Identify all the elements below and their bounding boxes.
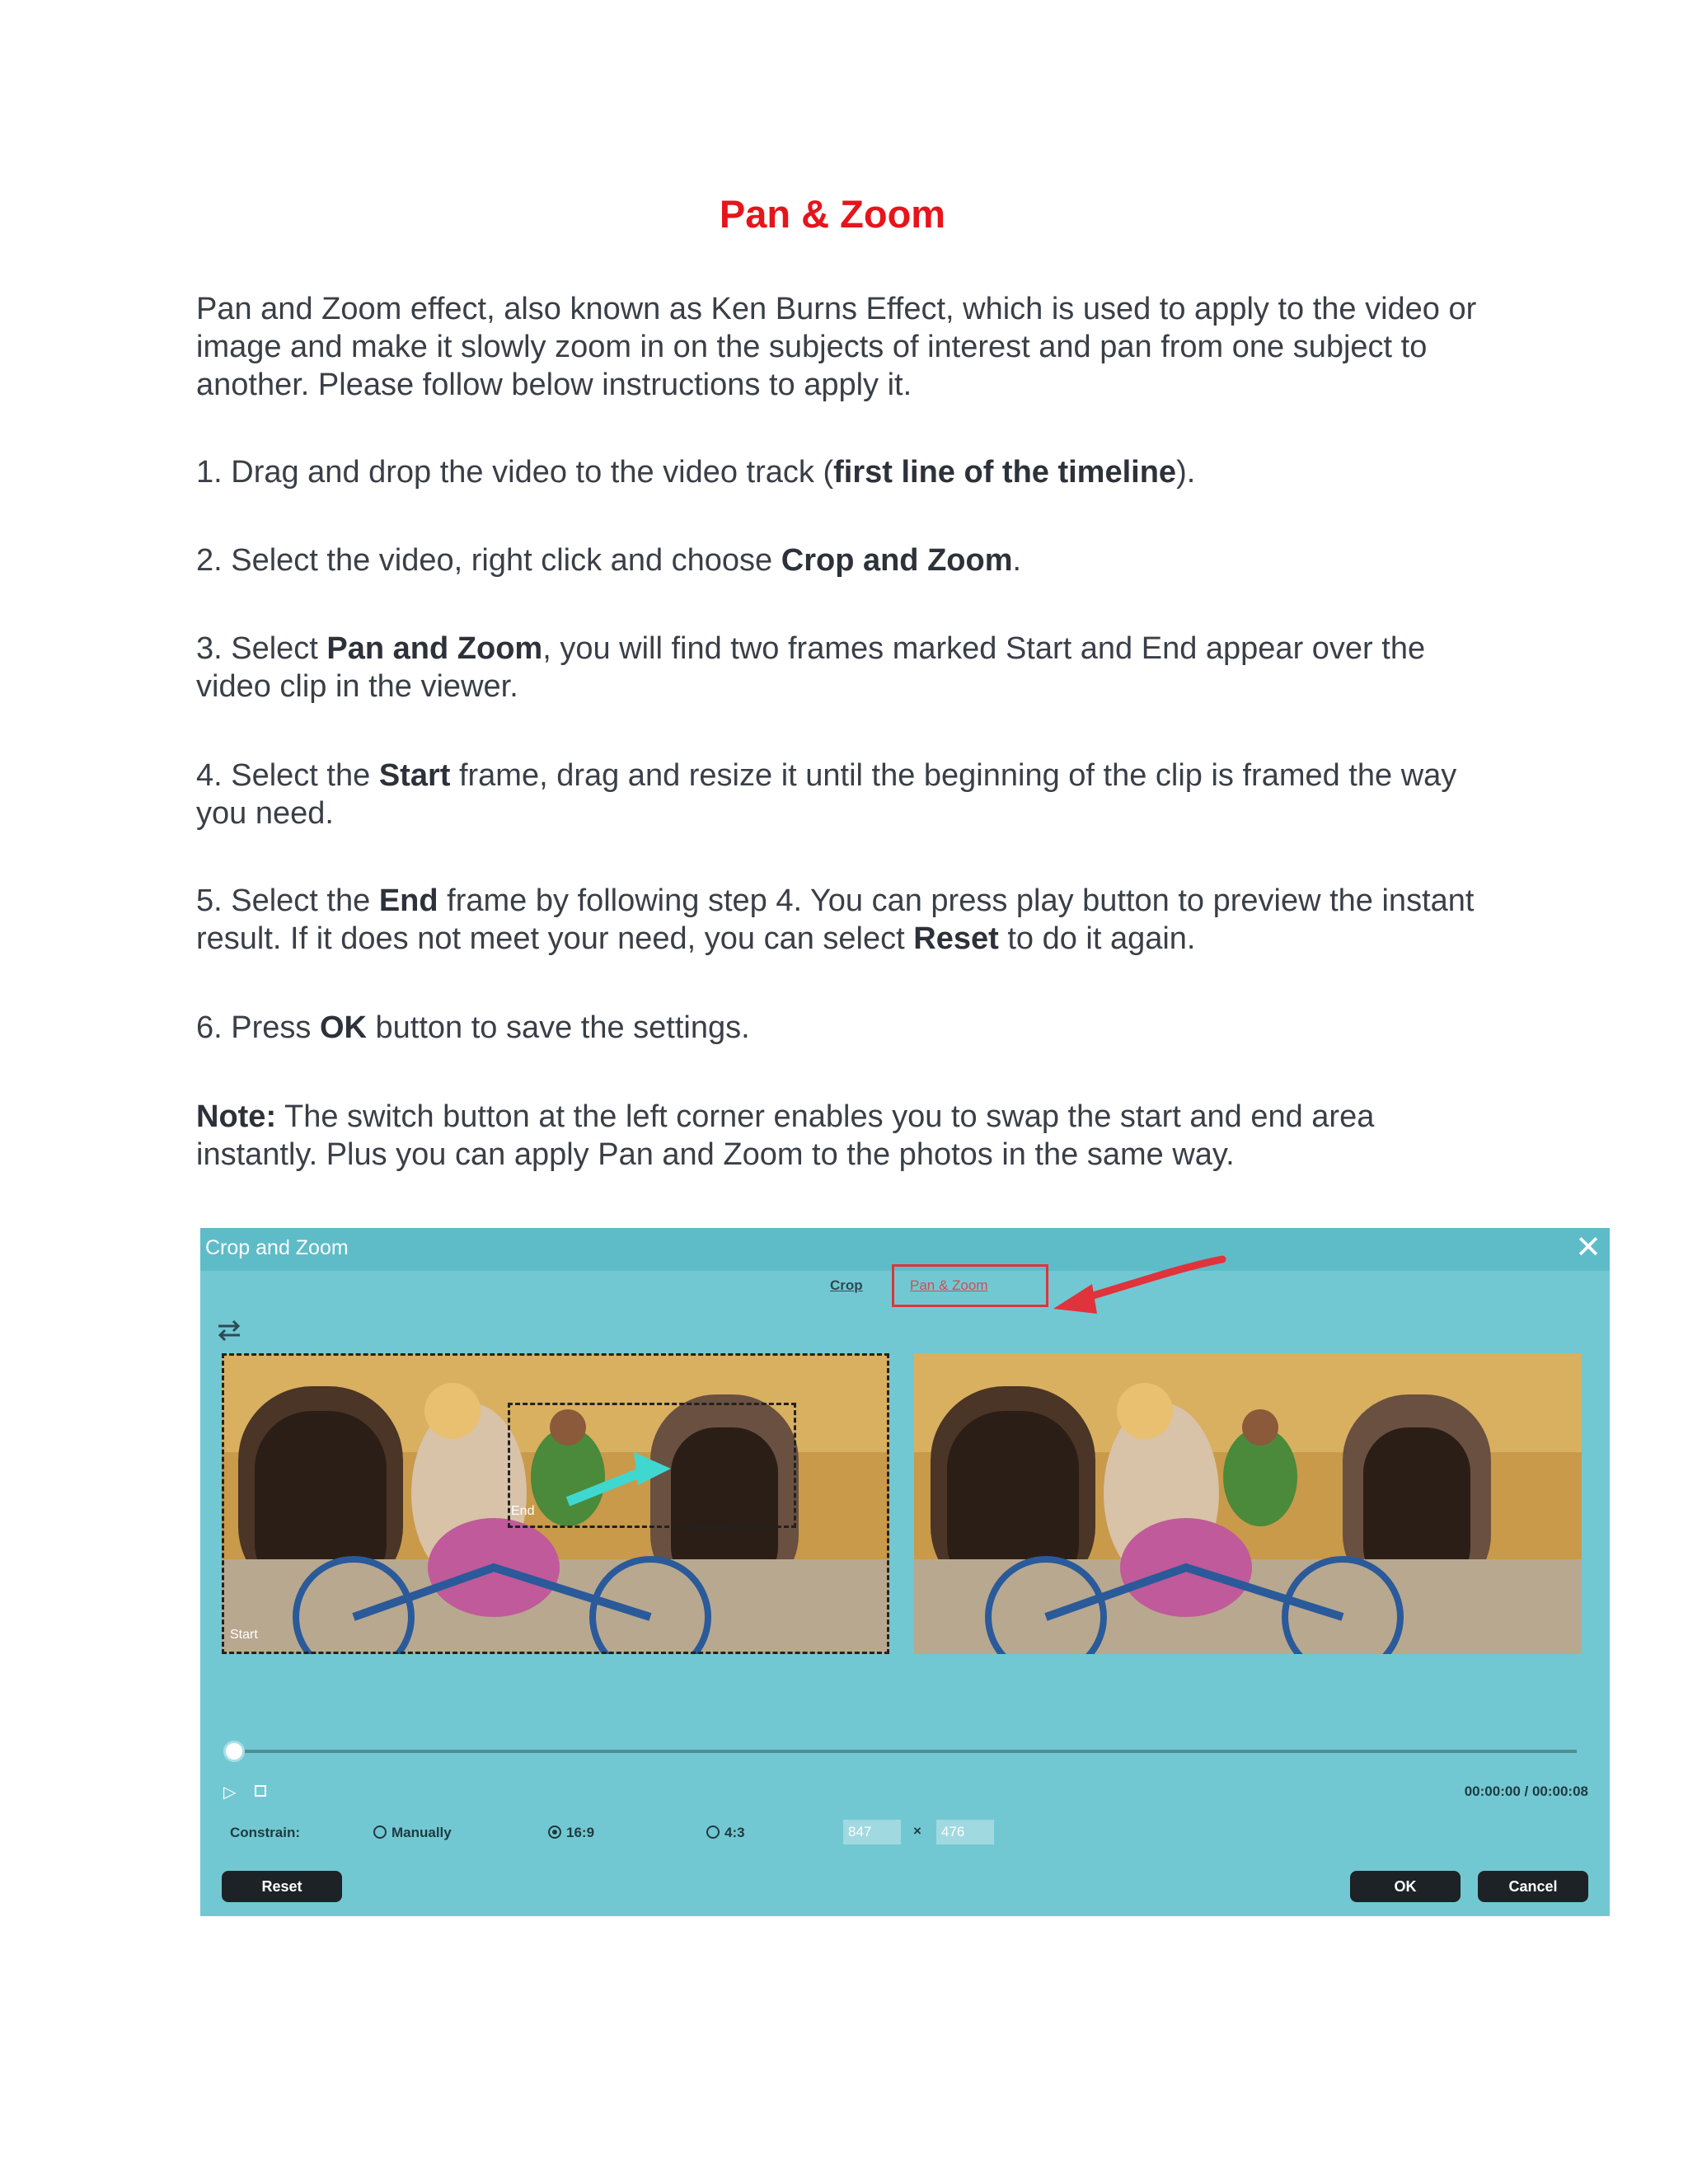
width-input[interactable]: 847 bbox=[843, 1820, 901, 1844]
reset-button[interactable]: Reset bbox=[222, 1871, 342, 1902]
note-paragraph: Note: The switch button at the left corner enables you to swap the start and end area instantly. Plus you can apply Pan and Zoom to the photos in the same way. bbox=[196, 1099, 1375, 1172]
preview-video-frame bbox=[914, 1353, 1582, 1654]
radio-circle-icon bbox=[373, 1825, 387, 1839]
preview-scene-image bbox=[914, 1353, 1582, 1654]
ok-button[interactable]: OK bbox=[1350, 1871, 1461, 1902]
swap-icon[interactable] bbox=[215, 1319, 243, 1342]
dialog-title: Crop and Zoom bbox=[205, 1236, 349, 1259]
radio-circle-icon bbox=[706, 1825, 720, 1839]
step-6: 6. Press OK button to save the settings. bbox=[196, 1010, 750, 1045]
height-input[interactable]: 476 bbox=[936, 1820, 994, 1844]
timeline-track[interactable] bbox=[225, 1750, 1577, 1753]
end-frame-selection[interactable] bbox=[508, 1403, 796, 1528]
start-frame-label: Start bbox=[230, 1628, 258, 1642]
play-icon[interactable]: ▷ bbox=[223, 1783, 237, 1802]
step-4: 4. Select the Start frame, drag and resize it until the beginning of the clip is framed the way you need. bbox=[196, 758, 1457, 831]
radio-manually[interactable]: Manually bbox=[373, 1825, 452, 1841]
intro-paragraph: Pan and Zoom effect, also known as Ken Burns Effect, which is used to apply to the video or image and make it slowly zoom in on the subjects of interest and pan from one subject to another. Please follow below instructions to apply it. bbox=[196, 292, 1477, 402]
radio-16-9[interactable]: 16:9 bbox=[548, 1825, 594, 1841]
end-frame-label: End bbox=[511, 1504, 535, 1518]
close-icon[interactable]: ✕ bbox=[1575, 1230, 1601, 1265]
tab-crop[interactable]: Crop bbox=[830, 1277, 863, 1293]
crop-and-zoom-dialog bbox=[200, 1228, 1610, 1916]
cancel-button[interactable]: Cancel bbox=[1478, 1871, 1588, 1902]
step-5: 5. Select the End frame by following step 4. You can press play button to preview the instant result. If it does not meet your need, you can select Reset to do it again. bbox=[196, 883, 1475, 956]
times-sign: × bbox=[913, 1823, 921, 1839]
tab-pan-zoom[interactable]: Pan & Zoom bbox=[910, 1277, 988, 1293]
step-1: 1. Drag and drop the video to the video track (first line of the timeline). bbox=[196, 455, 1196, 490]
step-3: 3. Select Pan and Zoom, you will find two frames marked Start and End appear over the video clip in the viewer. bbox=[196, 631, 1426, 704]
radio-selected-icon bbox=[548, 1825, 561, 1839]
red-arrow-icon bbox=[1049, 1244, 1231, 1319]
constrain-label: Constrain: bbox=[230, 1825, 300, 1840]
step-2: 2. Select the video, right click and choose Crop and Zoom. bbox=[196, 543, 1022, 578]
stop-icon[interactable] bbox=[255, 1785, 266, 1797]
page-title: Pan & Zoom bbox=[719, 192, 946, 236]
radio-4-3[interactable]: 4:3 bbox=[706, 1825, 745, 1841]
time-readout: 00:00:00 / 00:00:08 bbox=[1464, 1783, 1588, 1799]
timeline-playhead[interactable] bbox=[223, 1741, 245, 1762]
